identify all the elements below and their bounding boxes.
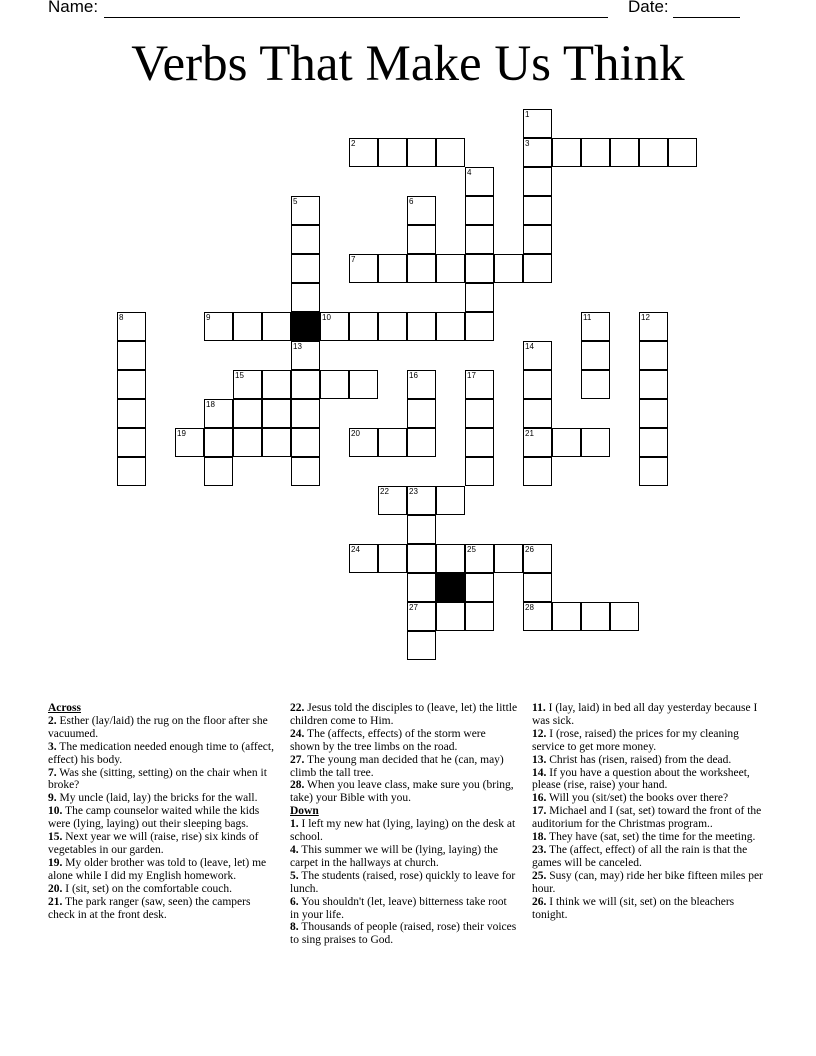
clue-number: 9 [206, 313, 211, 322]
crossword-cell[interactable] [436, 602, 465, 631]
clue-number: 10 [322, 313, 331, 322]
crossword-cell[interactable] [378, 138, 407, 167]
clue-number: 12 [641, 313, 650, 322]
clue-number: 16 [409, 371, 418, 380]
clue-number: 2 [351, 139, 356, 148]
clue-text: The park ranger (saw, seen) the campers check in at the front desk. [48, 895, 251, 921]
clue-label: 7. [48, 766, 57, 779]
clue-label: 27. [290, 753, 305, 766]
clue-text: I (rose, raised) the prices for my cleaning service to get more money. [532, 727, 739, 753]
crossword-cell[interactable] [233, 312, 262, 341]
down-clue [290, 870, 518, 896]
crossword-cell[interactable] [552, 138, 581, 167]
crossword-cell[interactable] [581, 138, 610, 167]
clue-number: 28 [525, 603, 534, 612]
crossword-cell[interactable] [639, 399, 668, 428]
crossword-cell[interactable] [378, 312, 407, 341]
down-heading: Down [290, 805, 319, 818]
clue-text: Was she (sitting, setting) on the chair when it broke? [48, 766, 267, 792]
crossword-cell[interactable] [581, 341, 610, 370]
crossword-cell[interactable] [639, 370, 668, 399]
clue-number: 15 [235, 371, 244, 380]
clue-label: 20. [48, 882, 63, 895]
crossword-cell[interactable] [175, 428, 204, 457]
clue-text: They have (sat, set) the time for the meeting. [549, 831, 756, 844]
clue-number: 24 [351, 545, 360, 554]
crossword-cell[interactable] [523, 196, 552, 225]
crossword-cell[interactable] [262, 312, 291, 341]
crossword-cell[interactable] [407, 573, 436, 602]
crossword-cell[interactable] [233, 399, 262, 428]
crossword-cell[interactable] [436, 544, 465, 573]
crossword-cell[interactable] [117, 312, 146, 341]
across-clue [290, 728, 518, 754]
clue-label: 22. [290, 702, 305, 714]
clue-text: Esther (lay/laid) the rug on the floor after she vacuumed. [48, 714, 268, 740]
crossword-cell[interactable] [436, 138, 465, 167]
clue-text: The young man decided that he (can, may) climb the tall tree. [290, 753, 504, 779]
clue-label: 14. [532, 766, 547, 779]
across-clue [48, 857, 276, 883]
across-clue [48, 831, 276, 857]
crossword-cell[interactable] [494, 254, 523, 283]
clue-number: 1 [525, 110, 530, 119]
down-clue [532, 728, 768, 754]
clue-label: 5. [290, 869, 299, 882]
crossword-cell[interactable] [349, 254, 378, 283]
clue-text: Thousands of people (raised, rose) their voices to sing praises to God. [290, 921, 517, 947]
clue-text: The (affects, effects) of the storm were shown by the tree limbs on the road. [290, 727, 486, 753]
down-clue [532, 754, 768, 767]
crossword-block [436, 573, 465, 602]
crossword-cell[interactable] [523, 225, 552, 254]
clue-label: 4. [290, 843, 299, 856]
crossword-cell[interactable] [465, 225, 494, 254]
across-clue [48, 792, 276, 805]
crossword-cell[interactable] [523, 167, 552, 196]
crossword-cell[interactable] [581, 602, 610, 631]
clue-label: 9. [48, 792, 57, 805]
crossword-cell[interactable] [407, 602, 436, 631]
crossword-cell[interactable] [639, 457, 668, 486]
clue-number: 7 [351, 255, 356, 264]
crossword-cell[interactable] [407, 428, 436, 457]
crossword-cell[interactable] [407, 631, 436, 660]
across-clue [290, 779, 518, 805]
name-label: Name: [48, 0, 99, 16]
down-clue [532, 805, 768, 831]
crossword-cell[interactable] [465, 428, 494, 457]
down-clue [290, 921, 518, 947]
clue-text: I left my new hat (lying, laying) on the desk at school. [290, 818, 516, 844]
crossword-cell[interactable] [291, 399, 320, 428]
across-clue [48, 896, 276, 922]
clue-label: 13. [532, 753, 547, 766]
crossword-cell[interactable] [320, 312, 349, 341]
clue-column-2 [290, 702, 518, 947]
page-title: Verbs That Make Us Think [131, 36, 685, 92]
crossword-cell[interactable] [204, 428, 233, 457]
crossword-cell[interactable] [262, 370, 291, 399]
clue-text: If you have a question about the worksheet, please (rise, raise) your hand. [532, 766, 750, 792]
across-clue [48, 883, 276, 896]
crossword-cell[interactable] [291, 428, 320, 457]
crossword-cell[interactable] [465, 399, 494, 428]
crossword-cell[interactable] [407, 515, 436, 544]
crossword-cell[interactable] [523, 544, 552, 573]
clue-text: Jesus told the disciples to (leave, let) the little children come to Him. [290, 702, 518, 727]
crossword-cell[interactable] [465, 312, 494, 341]
clue-number: 5 [293, 197, 298, 206]
clue-text: I think we will (sit, set) on the bleachers tonight. [532, 895, 735, 921]
clue-label: 24. [290, 727, 305, 740]
crossword-cell[interactable] [465, 370, 494, 399]
clue-label: 8. [290, 921, 299, 934]
clue-number: 17 [467, 371, 476, 380]
crossword-cell[interactable] [117, 341, 146, 370]
crossword-cell[interactable] [117, 457, 146, 486]
clue-number: 19 [177, 429, 186, 438]
crossword-cell[interactable] [639, 341, 668, 370]
clue-number: 20 [351, 429, 360, 438]
crossword-cell[interactable] [378, 544, 407, 573]
clue-label: 17. [532, 805, 547, 818]
clue-text: Will you (sit/set) the books over there? [549, 792, 729, 805]
clue-number: 22 [380, 487, 389, 496]
crossword-cell[interactable] [378, 254, 407, 283]
clue-text: The (affect, effect) of all the rain is that the games will be canceled. [532, 843, 748, 869]
clue-text: My older brother was told to (leave, let) me alone while I did my English homework. [48, 856, 267, 882]
crossword-cell[interactable] [204, 399, 233, 428]
down-clue [290, 896, 518, 922]
crossword-cell[interactable] [291, 341, 320, 370]
clue-label: 2. [48, 714, 57, 727]
crossword-cell[interactable] [349, 544, 378, 573]
down-clue [532, 870, 768, 896]
crossword-cell[interactable] [291, 370, 320, 399]
crossword-cell[interactable] [523, 428, 552, 457]
down-clue [290, 844, 518, 870]
clue-label: 28. [290, 779, 305, 792]
crossword-cell[interactable] [581, 312, 610, 341]
clue-label: 11. [532, 702, 546, 714]
down-clue [290, 818, 518, 844]
down-clue [532, 844, 768, 870]
clue-number: 11 [583, 313, 592, 322]
clue-text: Christ has (risen, raised) from the dead. [549, 753, 732, 766]
down-clue [532, 702, 768, 728]
crossword-cell[interactable] [523, 573, 552, 602]
crossword-cell[interactable] [465, 602, 494, 631]
clue-number: 8 [119, 313, 124, 322]
clue-text: My uncle (laid, lay) the bricks for the wall. [59, 792, 258, 805]
across-clue [290, 702, 518, 728]
crossword-cell[interactable] [465, 167, 494, 196]
crossword-cell[interactable] [436, 254, 465, 283]
clue-text: I (lay, laid) in bed all day yesterday because I was sick. [532, 702, 758, 727]
clue-label: 19. [48, 856, 63, 869]
clue-label: 16. [532, 792, 547, 805]
across-clue [48, 715, 276, 741]
clue-number: 3 [525, 139, 530, 148]
crossword-cell[interactable] [436, 312, 465, 341]
crossword-cell[interactable] [320, 370, 349, 399]
crossword-cell[interactable] [117, 370, 146, 399]
crossword-cell[interactable] [262, 428, 291, 457]
crossword-cell[interactable] [465, 457, 494, 486]
crossword-cell[interactable] [639, 428, 668, 457]
crossword-cell[interactable] [349, 370, 378, 399]
clue-text: Next year we will (raise, rise) six kinds of vegetables in our garden. [48, 831, 259, 856]
clue-label: 10. [48, 805, 63, 818]
crossword-cell[interactable] [581, 428, 610, 457]
across-clue [48, 767, 276, 793]
date-label: Date: [628, 0, 669, 16]
crossword-cell[interactable] [639, 312, 668, 341]
clue-text: The camp counselor waited while the kids were (lying, laying) out their sleeping bags. [48, 805, 260, 831]
clue-text: You shouldn't (let, leave) bitterness take root in your life. [290, 895, 507, 921]
clue-label: 26. [532, 895, 547, 908]
crossword-cell[interactable] [291, 283, 320, 312]
crossword-cell[interactable] [639, 138, 668, 167]
across-clue [290, 754, 518, 780]
clue-text: Michael and I (sat, set) toward the front of the auditorium for the Christmas program.. [532, 805, 762, 831]
crossword-cell[interactable] [407, 544, 436, 573]
down-clue [532, 896, 768, 922]
crossword-cell[interactable] [465, 544, 494, 573]
crossword-cell[interactable] [465, 254, 494, 283]
crossword-cell[interactable] [204, 457, 233, 486]
across-heading: Across [48, 702, 82, 714]
crossword-cell[interactable] [407, 370, 436, 399]
clue-number: 13 [293, 342, 302, 351]
clue-number: 21 [525, 429, 534, 438]
crossword-cell[interactable] [436, 486, 465, 515]
crossword-cell[interactable] [668, 138, 697, 167]
crossword-cell[interactable] [465, 283, 494, 312]
clue-text: When you leave class, make sure you (bring, take) your Bible with you. [290, 779, 514, 805]
clue-text: Susy (can, may) ride her bike fifteen miles per hour. [532, 869, 763, 895]
crossword-cell[interactable] [523, 138, 552, 167]
clue-text: The students (raised, rose) quickly to leave for lunch. [290, 869, 516, 895]
crossword-cell[interactable] [610, 602, 639, 631]
clue-text: This summer we will be (lying, laying) the carpet in the hallways at church. [290, 843, 499, 869]
crossword-cell[interactable] [581, 370, 610, 399]
clue-label: 15. [48, 831, 63, 844]
clue-column-3 [532, 702, 768, 921]
clue-number: 25 [467, 545, 476, 554]
clue-label: 18. [532, 831, 547, 844]
clue-column-1 [48, 702, 276, 921]
crossword-cell[interactable] [552, 428, 581, 457]
crossword-cell[interactable] [494, 544, 523, 573]
clue-text: I (sit, set) on the comfortable couch. [65, 882, 232, 895]
crossword-cell[interactable] [465, 196, 494, 225]
clue-text: The medication needed enough time to (affect, effect) his body. [48, 740, 274, 766]
down-clue [532, 767, 768, 793]
crossword-cell[interactable] [407, 254, 436, 283]
clue-label: 21. [48, 895, 63, 908]
across-clue [48, 805, 276, 831]
down-clue [532, 792, 768, 805]
crossword-cell[interactable] [465, 573, 494, 602]
crossword-cell[interactable] [523, 109, 552, 138]
crossword-cell[interactable] [552, 602, 581, 631]
crossword-cell[interactable] [117, 428, 146, 457]
clue-number: 26 [525, 545, 534, 554]
crossword-cell[interactable] [523, 602, 552, 631]
crossword-cell[interactable] [117, 399, 146, 428]
crossword-cell[interactable] [233, 428, 262, 457]
down-clue [532, 831, 768, 844]
crossword-cell[interactable] [407, 225, 436, 254]
crossword-cell[interactable] [291, 225, 320, 254]
clue-number: 18 [206, 400, 215, 409]
crossword-cell[interactable] [523, 254, 552, 283]
crossword-cell[interactable] [407, 312, 436, 341]
across-clue [48, 741, 276, 767]
crossword-cell[interactable] [407, 486, 436, 515]
clue-label: 6. [290, 895, 299, 908]
crossword-cell[interactable] [407, 196, 436, 225]
crossword-cell[interactable] [523, 370, 552, 399]
crossword-cell[interactable] [233, 370, 262, 399]
clue-label: 12. [532, 727, 547, 740]
crossword-cell[interactable] [378, 486, 407, 515]
clue-label: 1. [290, 818, 299, 831]
clue-number: 23 [409, 487, 418, 496]
clue-label: 3. [48, 740, 57, 753]
crossword-cell[interactable] [349, 138, 378, 167]
crossword-cell[interactable] [523, 399, 552, 428]
clue-label: 25. [532, 869, 547, 882]
crossword-cell[interactable] [523, 341, 552, 370]
crossword-cell[interactable] [349, 312, 378, 341]
crossword-cell[interactable] [262, 399, 291, 428]
crossword-cell[interactable] [291, 457, 320, 486]
crossword-cell[interactable] [378, 428, 407, 457]
clue-number: 14 [525, 342, 534, 351]
clue-number: 6 [409, 197, 414, 206]
crossword-cell[interactable] [291, 196, 320, 225]
crossword-cell[interactable] [204, 312, 233, 341]
crossword-cell[interactable] [523, 457, 552, 486]
clue-label: 23. [532, 843, 547, 856]
clue-number: 27 [409, 603, 418, 612]
crossword-cell[interactable] [407, 399, 436, 428]
crossword-cell[interactable] [349, 428, 378, 457]
crossword-cell[interactable] [610, 138, 639, 167]
clue-number: 4 [467, 168, 472, 177]
crossword-cell[interactable] [291, 254, 320, 283]
crossword-block [291, 312, 320, 341]
crossword-cell[interactable] [407, 138, 436, 167]
